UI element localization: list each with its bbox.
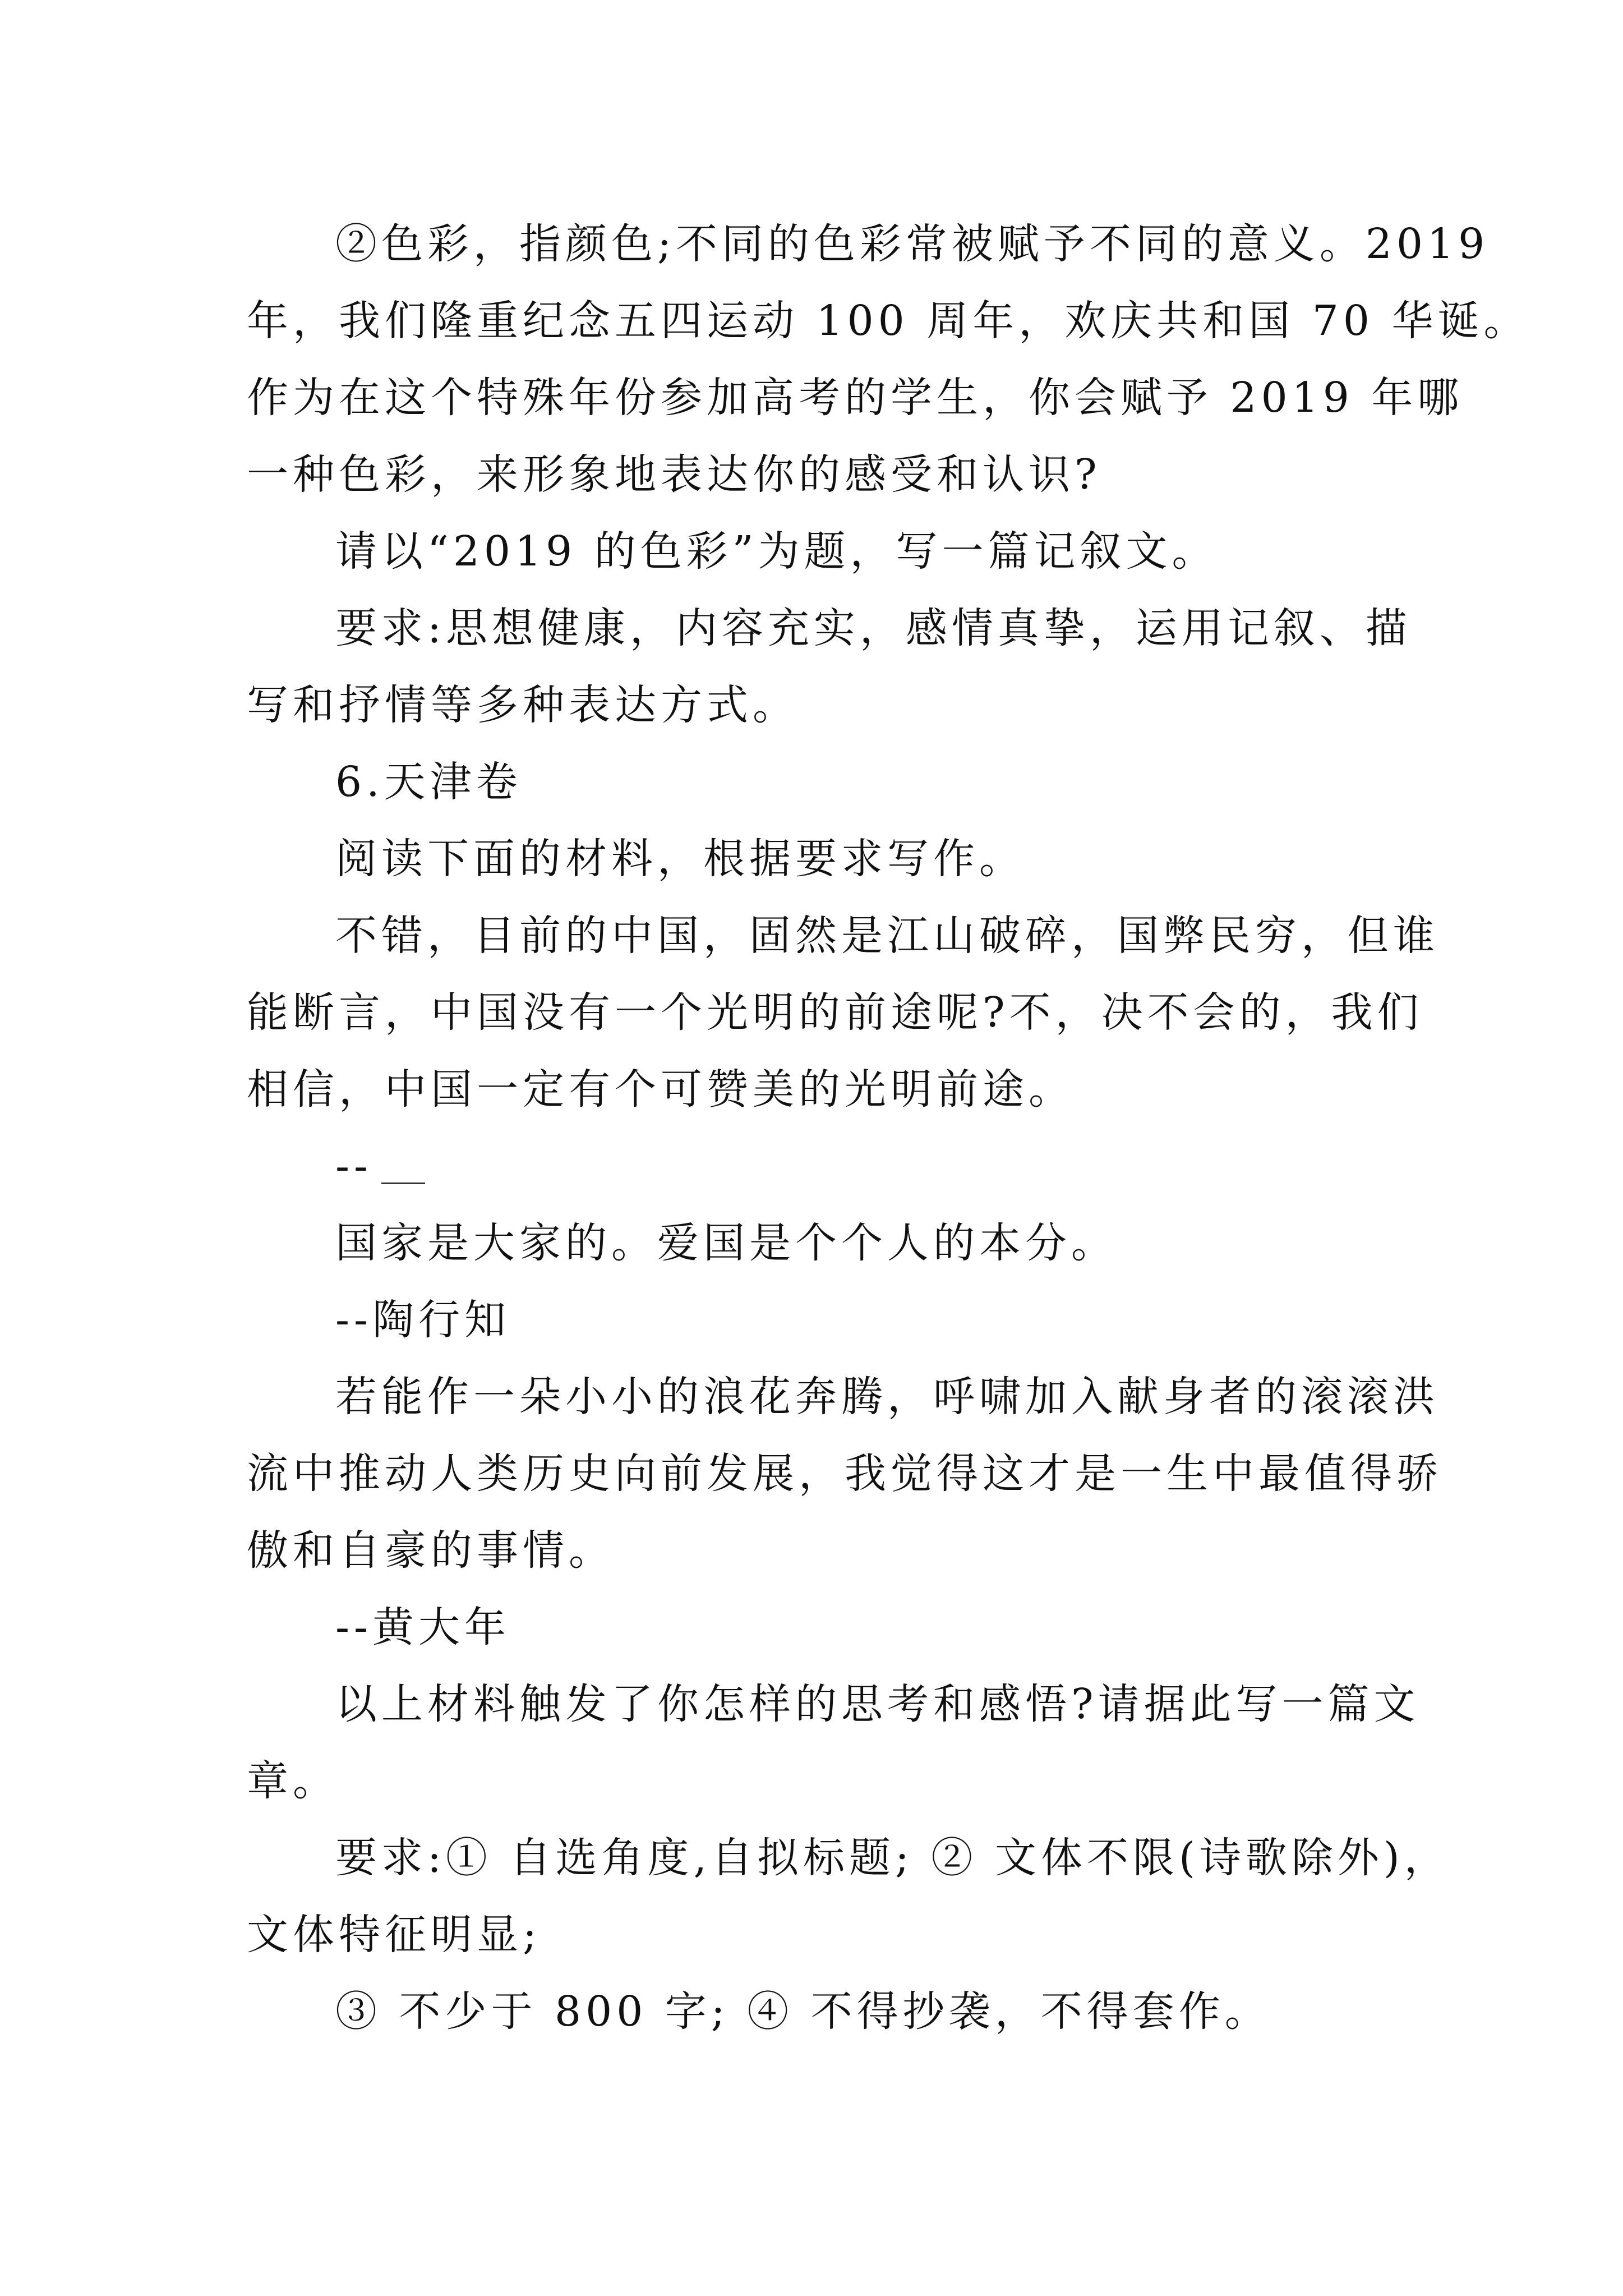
text-line: 要求:① 自选角度,自拟标题; ② 文体不限(诗歌除外)， (335, 1834, 1450, 1882)
text-line: 年，我们隆重纪念五四运动 100 周年，欢庆共和国 70 华诞。 (247, 297, 1530, 345)
attribution-dash-rule (381, 1182, 425, 1184)
attribution-line: --黄大年 (335, 1603, 511, 1651)
text-line: 若能作一朵小小的浪花奔腾，呼啸加入献身者的滚滚洪 (335, 1373, 1439, 1421)
text-line: 写和抒情等多种表达方式。 (247, 681, 799, 729)
attribution-line: -- (335, 1142, 373, 1190)
text-line: 以上材料触发了你怎样的思考和感悟?请据此写一篇文 (335, 1680, 1420, 1728)
text-line: ③ 不少于 800 字; ④ 不得抄袭，不得套作。 (335, 1987, 1271, 2036)
section-heading: 6.天津卷 (335, 758, 522, 806)
text-line: 国家是大家的。爱国是个个人的本分。 (335, 1219, 1117, 1267)
text-line: 能断言，中国没有一个光明的前途呢?不，决不会的，我们 (247, 988, 1423, 1037)
text-line: 一种色彩，来形象地表达你的感受和认识? (247, 450, 1101, 499)
text-line: 章。 (247, 1757, 339, 1805)
text-line: 不错，目前的中国，固然是江山破碎，国弊民穷，但谁 (335, 912, 1439, 960)
attribution-line: --陶行知 (335, 1296, 511, 1344)
text-line: 作为在这个特殊年份参加高考的学生，你会赋予 2019 年哪 (247, 374, 1464, 422)
text-line: 相信，中国一定有个可赞美的光明前途。 (247, 1065, 1075, 1114)
text-line: 流中推动人类历史向前发展，我觉得这才是一生中最值得骄 (247, 1450, 1442, 1498)
text-line: 傲和自豪的事情。 (247, 1526, 615, 1575)
text-line: 请以“2019 的色彩”为题，写一篇记叙文。 (335, 527, 1218, 576)
text-line: 文体特征明显; (247, 1911, 541, 1959)
text-line: 要求:思想健康，内容充实，感情真挚，运用记叙、描 (335, 604, 1412, 652)
text-line: ②色彩，指颜色;不同的色彩常被赋予不同的意义。2019 (335, 220, 1490, 268)
text-line: 阅读下面的材料，根据要求写作。 (335, 835, 1025, 883)
